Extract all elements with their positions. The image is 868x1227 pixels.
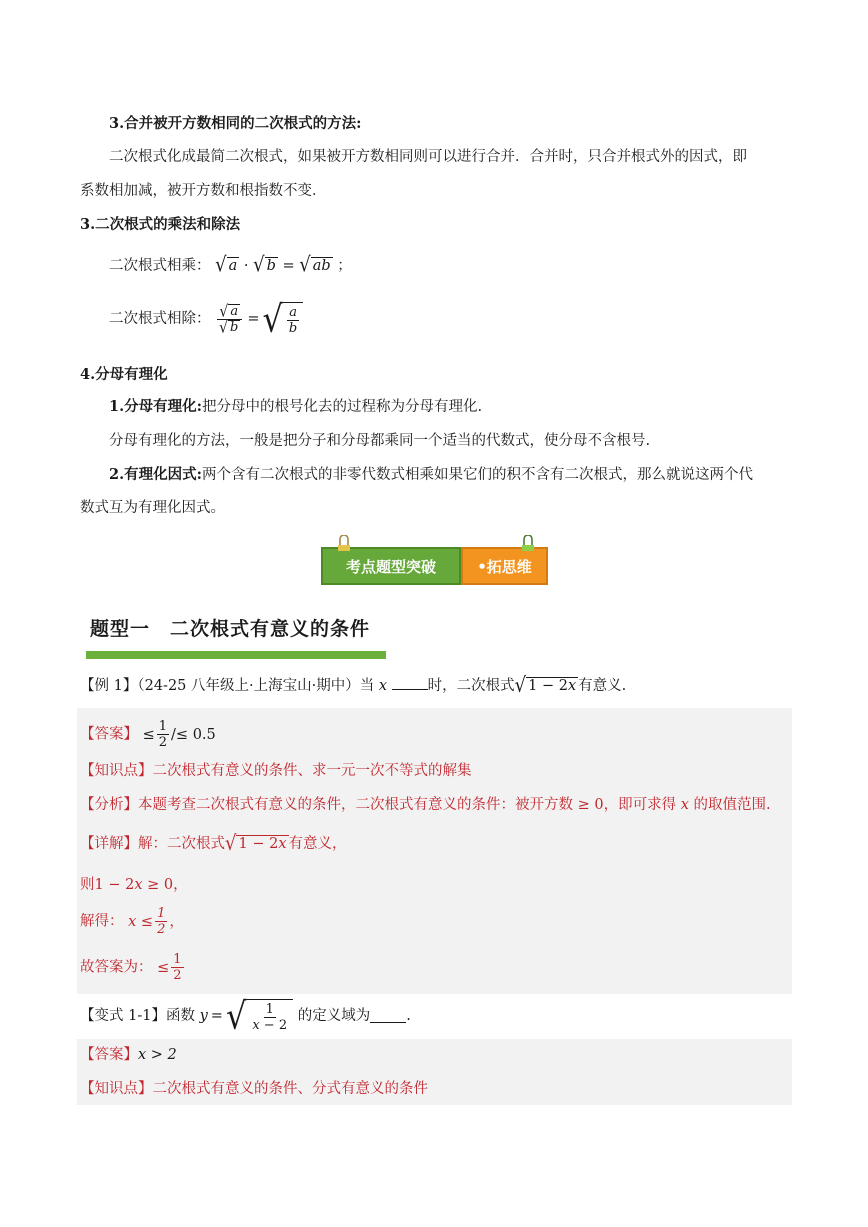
variant1-answer-label: 【答案】: [80, 1047, 138, 1063]
example1-end: 有意义.: [578, 678, 627, 694]
variant1-function: y = √ $\frac{1}{x - 2}$: [200, 999, 294, 1033]
example1-answer-label: 【答案】: [80, 726, 138, 743]
example1-knowledge-text: 二次根式有意义的条件、求一元一次不等式的解集: [152, 763, 472, 779]
paper-clip-icon: [337, 535, 351, 551]
section-merge-body-line1: 二次根式化成最简二次根式，如果被开方数相同则可以进行合并．合并时，只合并根式外的因式，即: [109, 149, 747, 165]
rationalize-item2: [109, 464, 790, 486]
example1-answer-row: [80, 719, 790, 751]
variant1-knowledge-text: 二次根式有意义的条件、分式有意义的条件: [152, 1081, 428, 1097]
section-banner: [321, 547, 548, 585]
example1-source: （24-25 八年级上·上海宝山·期中）当: [137, 678, 375, 694]
example1-knowledge-label: 【知识点】: [80, 763, 153, 779]
section-merge-body-line2: 系数相加减，被开方数和根指数不变．: [80, 183, 327, 199]
mul-formula-row: 二次根式相乘： √ a · √ b = √ ab ；: [109, 253, 352, 278]
example1-label: 【例 1】: [80, 678, 138, 694]
example1-detail-label: 【详解】: [80, 836, 138, 852]
banner-left-text: 考点题型突破: [345, 558, 436, 576]
variant1-label: 【变式 1-1】: [80, 1008, 166, 1024]
div-formula: √ a √ b = √ $\frac{a}{b}$: [215, 302, 303, 336]
example1-var: x: [378, 678, 388, 694]
paper-clip-icon: [521, 535, 535, 551]
rationalize-method-text: 分母有理化的方法，一般是把分子和分母都乘同一个适当的代数式，使分母不含根号.: [109, 433, 651, 449]
variant1-answer-row: [80, 1044, 790, 1066]
example1-question: [80, 675, 790, 697]
example1-answer: ≤ $\frac{1}{2}$ /≤ 0.5: [142, 719, 216, 750]
example1-analysis-label: 【分析】: [80, 797, 138, 813]
example1-radical: √ 1 − 2x: [514, 673, 577, 698]
mul-label: 二次根式相乘：: [109, 258, 211, 274]
variant1-knowledge-label: 【知识点】: [80, 1081, 153, 1097]
heading-underline-bar: [86, 651, 386, 659]
variant1-question: 【变式 1-1】函数 y = √ $\frac{1}{x - 2}$ 的定义域为 .: [80, 994, 411, 1038]
variant1-knowledge-row: [80, 1078, 790, 1100]
rationalize-item2-text-line1: 两个含有二次根式的非零代数式相乘如果它们的积不含有二次根式，那么就说这两个代: [202, 467, 753, 483]
section-merge-title: 3.合并被开方数相同的二次根式的方法:: [109, 115, 362, 132]
div-label: 二次根式相除：: [109, 311, 211, 327]
banner-right-text: •拓思维: [477, 558, 532, 576]
rationalize-item1-label: 1.分母有理化:: [109, 398, 202, 415]
rationalize-item1: [109, 396, 790, 418]
answer-blank[interactable]: [392, 676, 428, 690]
example1-analysis-row: 【分析】本题考查二次根式有意义的条件，二次根式有意义的条件：被开方数 ≥ 0，即可求得 x 的取值范围.: [80, 797, 771, 813]
section-rationalize-title: 4.分母有理化: [80, 366, 168, 383]
div-formula-row: [109, 297, 790, 342]
rationalize-item1-text: 把分母中的根号化去的过程称为分母有理化.: [202, 399, 483, 415]
variant1-answer: x > 2: [138, 1047, 177, 1063]
example1-step2: 解得： x ≤ $\frac{1}{2}$ ，: [80, 906, 184, 937]
mul-formula: √ a · √ b = √ ab: [215, 253, 331, 278]
example1-mid: 时，二次根式: [427, 678, 515, 694]
type1-heading: 题型一 二次根式有意义的条件: [90, 618, 371, 640]
rationalize-item2-label: 2.有理化因式:: [109, 466, 202, 483]
rationalize-item2-text-line2: 数式互为有理化因式。: [80, 500, 225, 516]
answer-blank[interactable]: [370, 1009, 406, 1023]
example1-step3: 故答案为： ≤ $\frac{1}{2}$: [80, 952, 182, 983]
example1-step1: 则1 − 2x ≥ 0，: [80, 877, 188, 893]
example1-detail-row: 【详解】解：二次根式 √ 1 − 2x 有意义，: [80, 831, 347, 856]
example1-knowledge-row: [80, 760, 790, 782]
section-muldiv-title: 3.二次根式的乘法和除法: [80, 216, 241, 233]
